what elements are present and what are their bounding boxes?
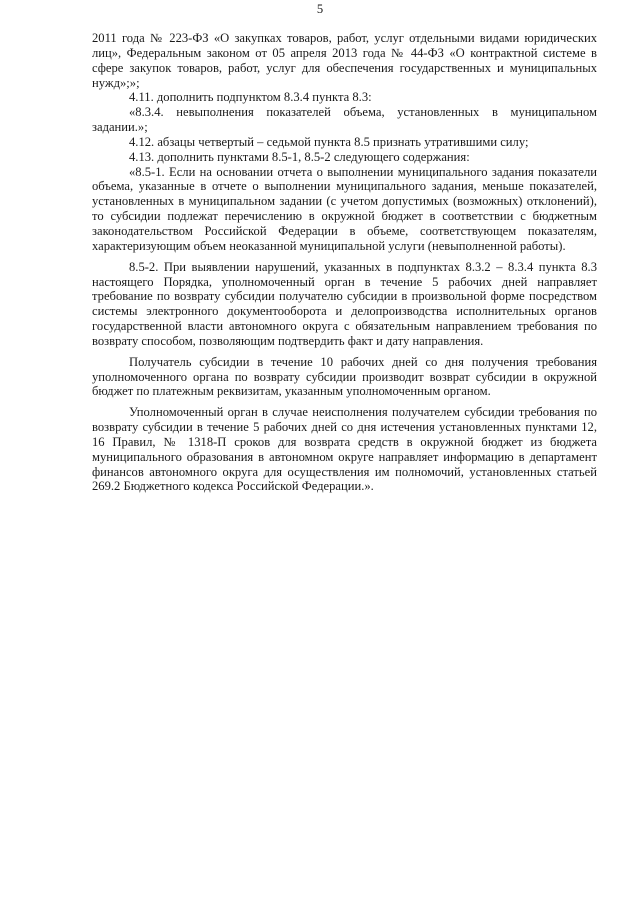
paragraph-item-4-11: 4.11. дополнить подпунктом 8.3.4 пункта 8.3: xyxy=(129,90,372,105)
paragraph-item-4-13: 4.13. дополнить пунктами 8.5-1, 8.5-2 следующего содержания: xyxy=(129,149,470,164)
paragraph-authority-action: Уполномоченный орган в случае неисполнения получателем субсидии требования по возврату субсидии в течение 5 рабочих дней со дня истечения установленных пунктами 12, 16 Правил, № 1318-П сроков для возврата средств в окружной бюджет из бюджета муниципального образования в автономном округе направляет информацию в департамент финансов автономного округа для осуществления им полномочий, установленных статьей 269.2 Бюджетного кодекса Российской Федерации.». xyxy=(92,405,597,494)
paragraph-recipient-refund: Получатель субсидии в течение 10 рабочих дней со дня получения требования уполномоченного органа по возврату субсидии производит возврат субсидии в окружной бюджет по платежным реквизитам, указанным уполномоченным органом. xyxy=(92,354,597,399)
paragraph-continuation: 2011 года № 223-ФЗ «О закупках товаров, работ, услуг отдельными видами юридических лиц», Федеральным законом от 05 апреля 2013 года № 44-ФЗ «О контрактной системе в сфере закупок товаров, работ, услуг для обеспечения государственных и муниципальных нужд»;»; xyxy=(92,31,597,90)
paragraph-quote-8-3-4: «8.3.4. невыполнения показателей объема, установленных в муниципальном задании.»; xyxy=(92,105,597,135)
document-body xyxy=(92,31,597,494)
paragraph-clause-8-5-2: 8.5-2. При выявлении нарушений, указанных в подпунктах 8.3.2 – 8.3.4 пункта 8.3 настоящего Порядка, уполномоченный орган в течение 5 рабочих дней направляет требование по возврату субсидии получателю субсидии в произвольной форме посредством системы электронного документооборота и делопроизводства исполнительных органов государственной власти автономного округа с обязательным направлением требования по возврату способом, позволяющим подтвердить факт и дату направления. xyxy=(92,259,597,348)
page-number: 5 xyxy=(316,2,324,16)
paragraph-clause-8-5-1: «8.5-1. Если на основании отчета о выполнении муниципального задания показатели объема, указанные в отчете о выполнении муниципального задания, меньше показателей, установленных в муниципальном задании (с учетом допустимых (возможных) отклонений), то субсидии подлежат перечислению в окружной бюджет в соответствии с бюджетным законодательством Российской Федерации в объеме, соответствующем показателям, характеризующим объем неоказанной муниципальной услуги (невыполненной работы). xyxy=(92,164,597,253)
paragraph-item-4-12: 4.12. абзацы четвертый – седьмой пункта 8.5 признать утратившими силу; xyxy=(129,134,529,149)
